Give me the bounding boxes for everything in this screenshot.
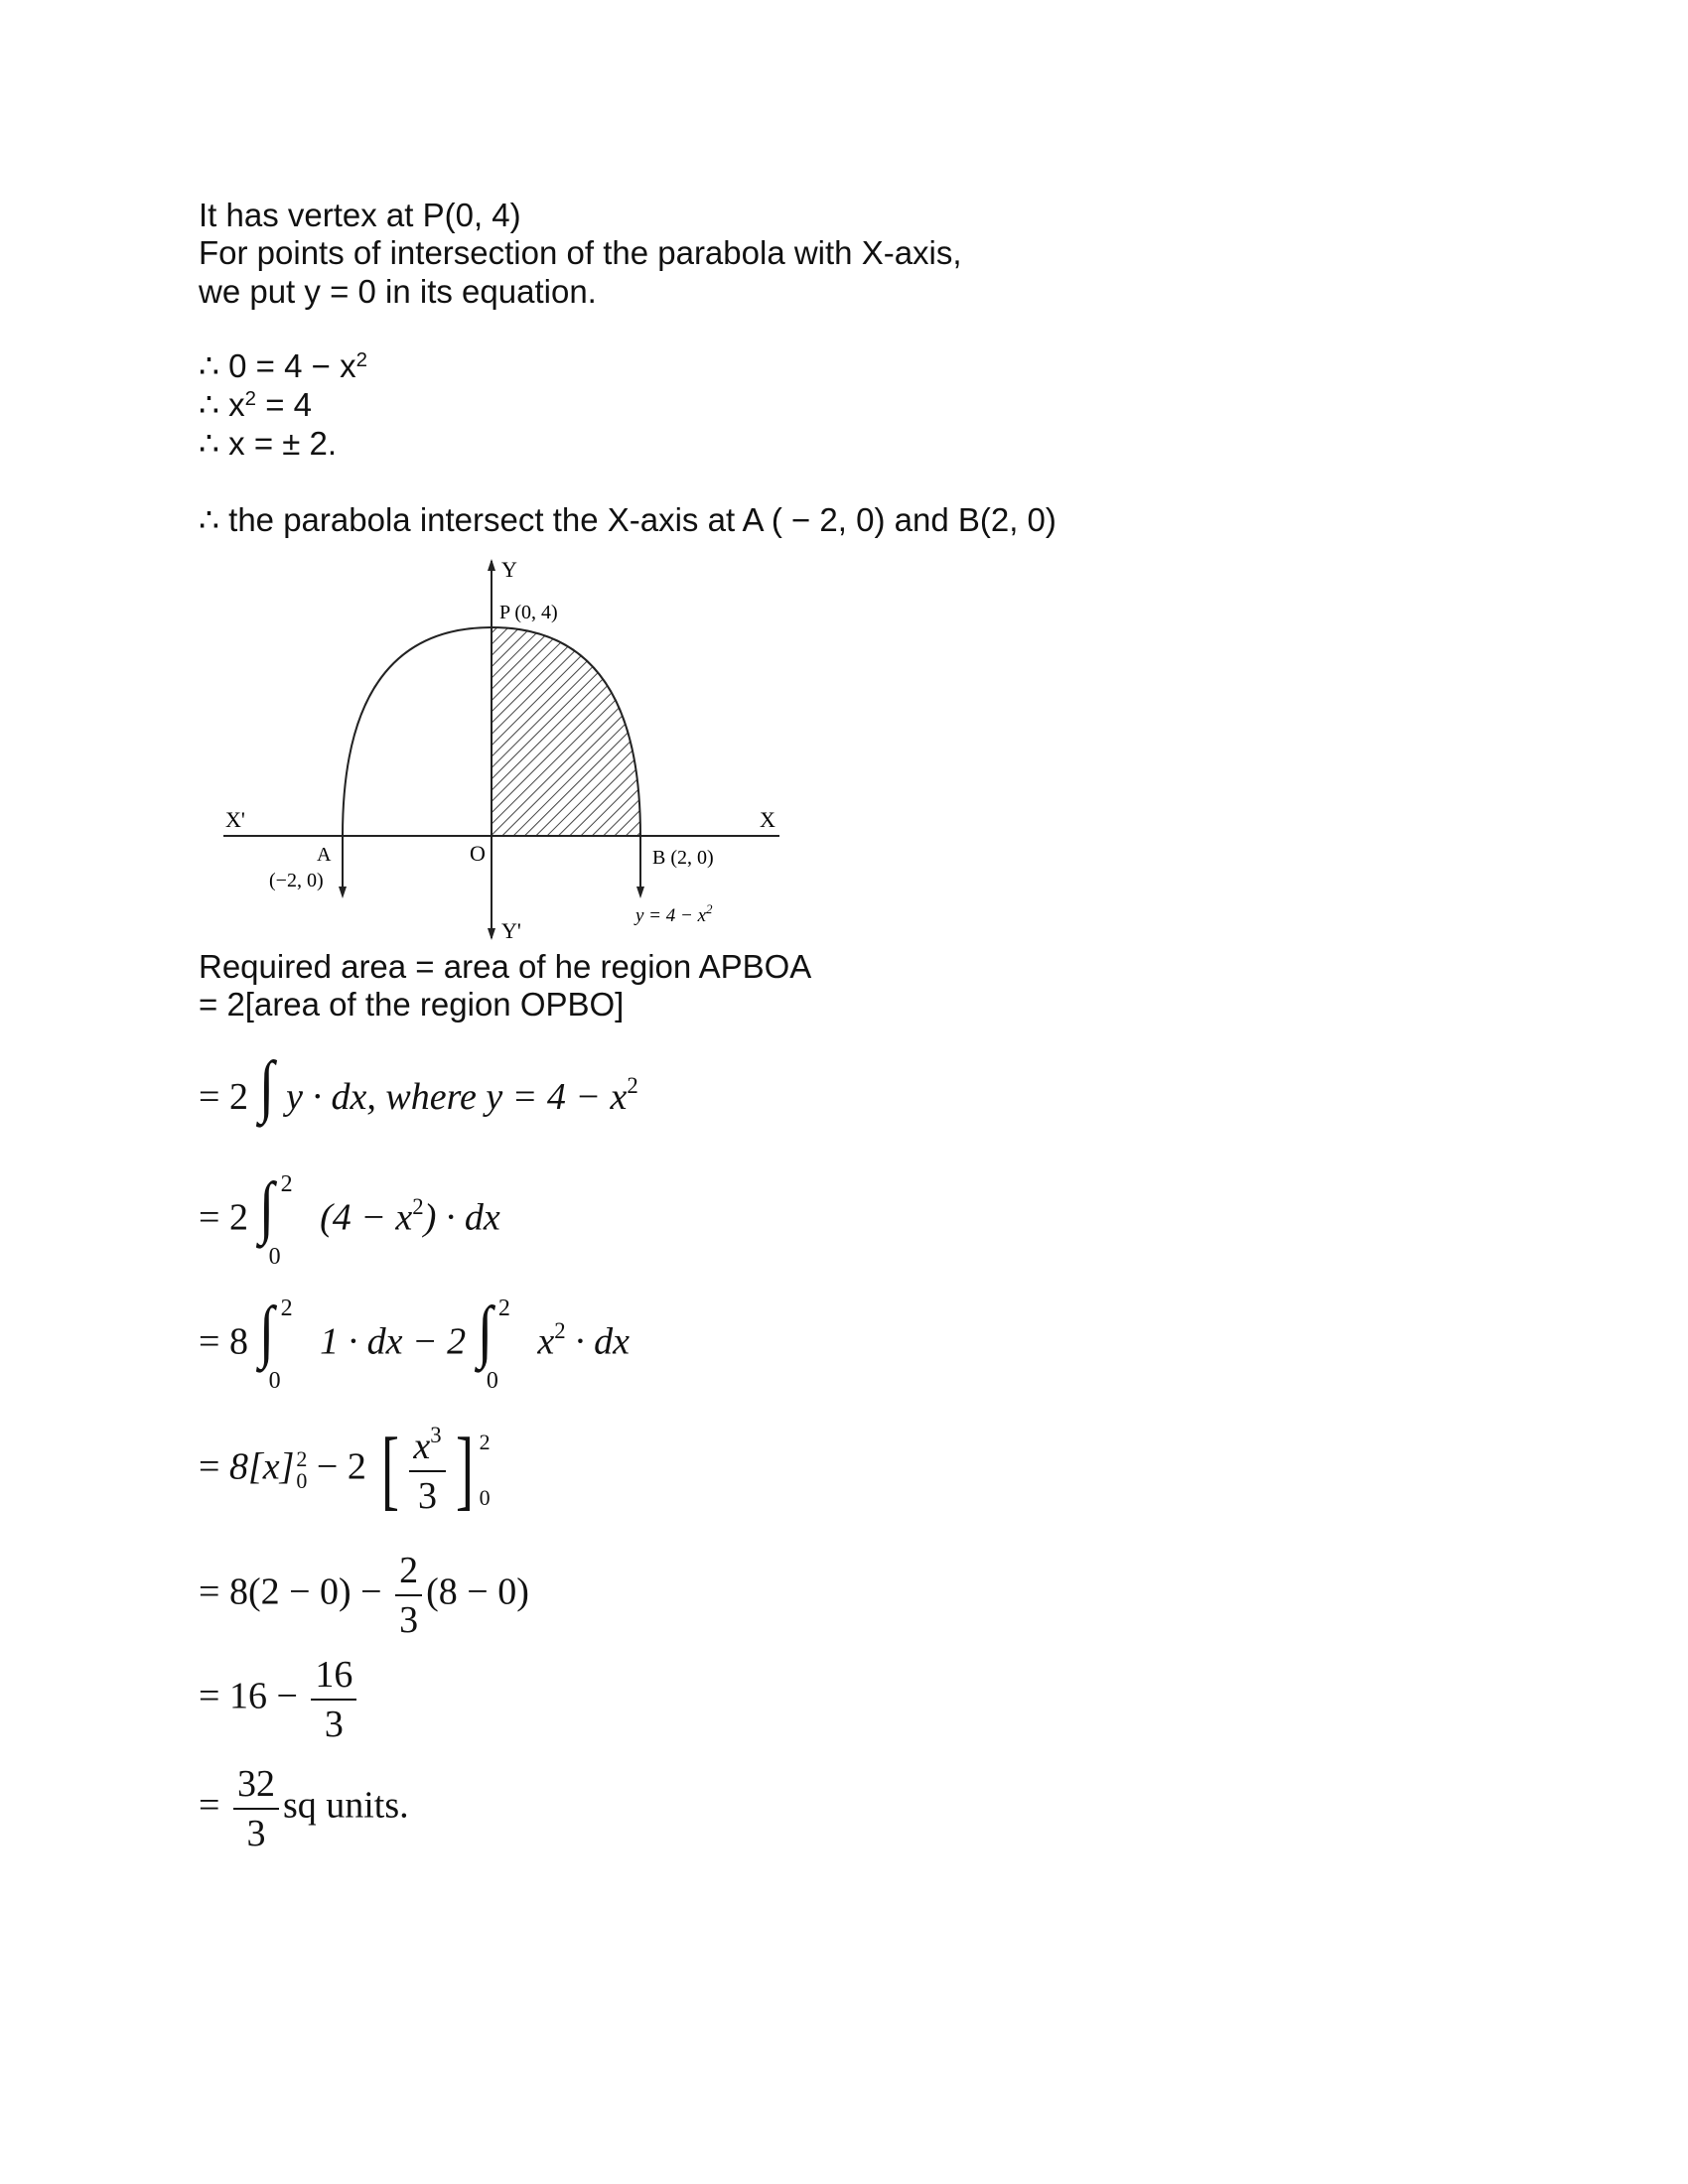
frac-2-over-3 [395,1549,422,1642]
text-vertex: It has vertex at P(0, 4) [199,197,521,233]
step-zero-eq-sup: 2 [355,347,367,371]
math-l3-end2: · dx [565,1320,630,1363]
math-eq-4: = [199,1445,220,1488]
bracket-open: [ [381,1421,400,1519]
y-axis-arrow-down [488,928,495,940]
bracket-close: ] [455,1421,474,1519]
math-l3-sup: 2 [554,1317,566,1343]
integral-sign-2: ∫ [259,1168,275,1246]
limit-upper-3a: 2 [280,1296,293,1321]
parabola-figure [213,551,789,948]
label-y: Y [501,557,517,582]
step-x-squared [199,386,312,424]
frac-32-over-3 [233,1762,279,1855]
frac-x3-num: x [413,1425,431,1467]
math-l5-b: (8 − 0) [426,1570,529,1613]
frac-2-num: 2 [395,1549,422,1596]
frac-16-over-3 [311,1653,356,1746]
limit-lower-3b: 0 [486,1368,498,1394]
frac-32-den: 3 [246,1813,266,1854]
limit-upper-3b: 2 [497,1296,510,1321]
math-l3-end: x [537,1320,555,1363]
math-line-5 [199,1549,529,1642]
frac-x3-over-3 [409,1423,445,1518]
frac-x3-den: 3 [417,1474,437,1517]
math-l1-body: y · dx, where y = 4 − x [286,1076,628,1118]
step-zero-eq [199,347,367,385]
math-l2-tail: ) · dx [423,1196,500,1239]
limits-3a [268,1296,311,1395]
step-x-squared-suffix: = 4 [256,386,313,423]
math-l2-coef: 2 [228,1196,248,1239]
limit-lower-3a: 0 [268,1368,281,1394]
integral-sign-3b: ∫ [477,1293,492,1370]
math-l3-mid: 1 · dx − 2 [320,1320,467,1363]
label-y-neg: Y' [501,918,521,943]
math-l2-sup: 2 [412,1193,424,1219]
math-l4-limits [296,1448,307,1492]
frac-16-num: 16 [311,1653,356,1701]
math-line-2 [199,1168,500,1271]
frac-2-den: 3 [399,1599,419,1641]
math-l3-coef: 8 [228,1320,248,1363]
math-l7-unit: sq units. [282,1784,409,1827]
math-l4-a: 8[x] [228,1445,295,1488]
step-x-value: ∴ x = ± 2. [199,425,338,462]
math-eq-5: = [199,1570,220,1613]
label-x: X [760,807,775,832]
shaded-region-opbo [492,627,640,836]
math-l4-bracket-limits [480,1415,491,1526]
math-l5-a: 8(2 − 0) − [228,1570,382,1613]
label-x-neg: X' [225,807,245,832]
limits-3b [486,1296,528,1395]
label-curve-eq-text: y = 4 − x [635,905,707,926]
math-l4-upper: 2 [296,1446,308,1471]
math-line-1 [199,1048,638,1125]
math-line-3 [199,1293,630,1395]
limits-2 [268,1171,311,1271]
text-twice-area: = 2[area of the region OPBO] [199,986,625,1023]
math-eq-3: = [199,1320,220,1363]
math-l4-bracket-lower: 0 [479,1485,491,1510]
math-line-4 [199,1415,491,1526]
math-l4-lower: 0 [296,1468,308,1493]
math-line-6 [199,1653,360,1746]
text-put-y-zero: we put y = 0 in its equation. [199,273,597,310]
label-point-a-coord: (−2, 0) [269,870,324,891]
frac-16-den: 3 [324,1704,344,1745]
limit-upper-2: 2 [280,1171,293,1197]
label-vertex-p: P (0, 4) [499,602,558,623]
parabola-arrow-left [339,887,347,898]
label-origin: O [470,841,486,866]
integral-sign-3a: ∫ [259,1293,275,1370]
integral-sign-1: ∫ [259,1048,275,1125]
math-line-7 [199,1762,409,1855]
text-required-area: Required area = area of he region APBOA [199,948,812,985]
step-x-squared-sup: 2 [244,386,257,410]
label-curve-eq-sup: 2 [706,901,713,916]
frac-x3-sup: 3 [430,1423,442,1448]
math-l4-bracket-upper: 2 [479,1430,491,1454]
limit-lower-2: 0 [268,1244,281,1270]
parabola-arrow-right [636,887,644,898]
math-eq-1: = [199,1076,220,1118]
math-l2-body: (4 − x [320,1196,413,1239]
frac-32-num: 32 [233,1762,279,1810]
text-intersection-intro: For points of intersection of the parabola with X-axis, [199,234,962,271]
label-point-b: B (2, 0) [652,847,714,869]
math-l6-a: 16 − [228,1675,298,1717]
label-curve-equation [633,901,713,926]
step-x-squared-text: ∴ x [199,386,245,423]
math-eq-2: = [199,1196,220,1239]
math-l4-mid: − 2 [307,1445,366,1488]
step-zero-eq-text: ∴ 0 = 4 − x [199,347,356,384]
math-l1-sup: 2 [627,1073,638,1099]
label-point-a: A [317,844,332,866]
math-eq-6: = [199,1675,220,1717]
math-l1-coef: 2 [228,1076,248,1118]
y-axis-arrow-up [488,559,495,571]
text-intersect-points: ∴ the parabola intersect the X-axis at A ( − 2, 0) and B(2, 0) [199,501,1056,538]
math-eq-7: = [199,1784,220,1827]
